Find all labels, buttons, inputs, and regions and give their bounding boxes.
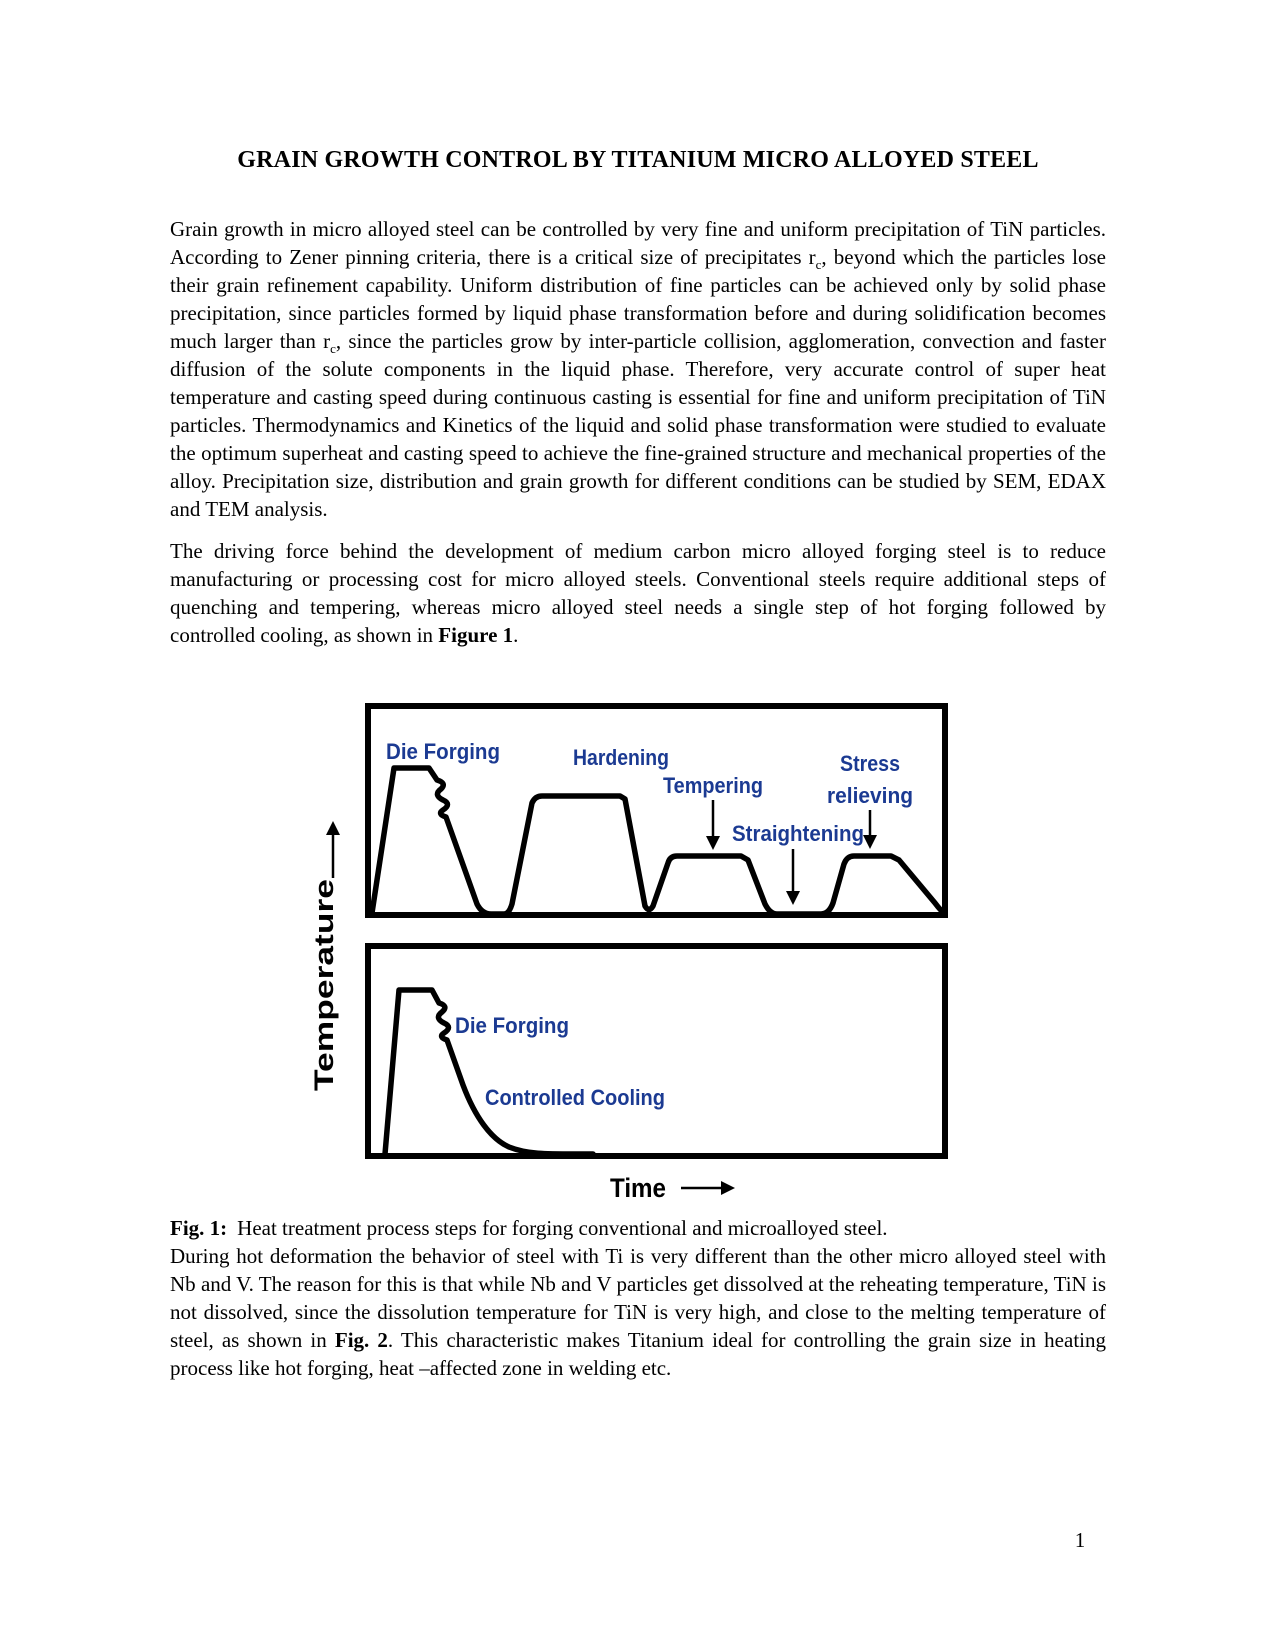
paragraph-text: . This characteristic makes Titanium ideal for controlling the grain size in heating process like hot forging, heat –affected zone in welding etc.: [170, 1328, 1106, 1381]
die-forging-label-bottom: Die Forging: [455, 1013, 569, 1039]
paragraph-text: , since the particles grow by inter-particle collision, agglomeration, convection and faster diffusion of the solute components in the liquid phase. Therefore, very accurate control of super heat temperature and casting speed during continuous casting is essential for fine and uniform precipitation of TiN particles. Thermodynamics and Kinetics of the liquid and solid phase transformation were studied to evaluate the optimum superheat and casting speed to achieve the fine-grained structure and mechanical properties of the alloy. Precipitation size, distribution and grain growth for different conditions can be studied by SEM, EDAX and TEM analysis.: [170, 329, 1106, 522]
die-forging-label-top: Die Forging: [386, 739, 500, 765]
straightening-label: Straightening: [732, 821, 864, 847]
top-panel-frame: [368, 706, 945, 915]
paragraph-text: Grain growth in micro alloyed steel can be controlled by very fine and uniform precipitation of TiN particles. According to Zener pinning criteria, there is a critical size of precipitates r: [170, 217, 1106, 270]
figure-caption-text: Heat treatment process steps for forging conventional and microalloyed steel.: [237, 1216, 888, 1241]
temperature-axis-arrow-icon: [326, 821, 340, 878]
paragraph-text: The driving force behind the development of medium carbon micro alloyed forging steel is to reduce manufacturing or processing cost for micro alloyed steels. Conventional steels require additional steps of quenching and tempering, whereas micro alloyed steel needs a single step of hot forging followed by controlled cooling, as shown in: [170, 539, 1106, 648]
paragraph-2: [170, 537, 1106, 649]
controlled-cooling-label: Controlled Cooling: [485, 1085, 665, 1111]
document-title: GRAIN GROWTH CONTROL BY TITANIUM MICRO ALLOYED STEEL: [237, 147, 1039, 173]
subscript-rc: c: [815, 257, 822, 273]
bottom-panel-frame: [368, 946, 945, 1156]
document-page: [170, 147, 1106, 1396]
figure-1-reference: Figure 1: [438, 623, 514, 648]
figure-caption-label: Fig. 1:: [170, 1216, 228, 1241]
page-number: 1: [1074, 1528, 1086, 1552]
paragraph-1: [170, 215, 1106, 523]
paragraph-text: .: [513, 623, 519, 648]
figure-2-reference: Fig. 2: [334, 1328, 388, 1353]
paragraph-text: During hot deformation the behavior of steel with Ti is very different than the other micro alloyed steel with Nb and V. The reason for this is that while Nb and V particles get dissolved at the reheating temperature, TiN is not dissolved, since the dissolution temperature for TiN is very high, and close to the melting temperature of steel, as shown in: [170, 1244, 1106, 1353]
hardening-label: Hardening: [573, 745, 669, 771]
paragraph-text: , beyond which the particles lose their grain refinement capability. Uniform distribution of fine particles can be achieved only by solid phase precipitation, since particles formed by liquid phase transformation before and during solidification becomes much larger than r: [170, 245, 1106, 354]
tempering-label: Tempering: [663, 773, 763, 799]
time-axis-label: Time: [610, 1173, 666, 1204]
figure-caption: [170, 1214, 1106, 1242]
stress-relieving-label-line1: Stress: [840, 751, 900, 777]
tempering-arrow-icon: [706, 800, 720, 850]
paragraph-3: [170, 1242, 1106, 1382]
stress-relieving-label-line2: relieving: [827, 783, 913, 809]
straightening-arrow-icon: [786, 849, 800, 905]
time-axis-arrow-icon: [681, 1181, 735, 1195]
figure-1: [170, 673, 1106, 1210]
stress-relieving-arrow-icon: [863, 810, 877, 849]
subscript-rc: c: [330, 341, 336, 357]
temperature-axis-label: Temperature: [309, 929, 339, 1092]
figure-1-diagram: [293, 673, 973, 1210]
